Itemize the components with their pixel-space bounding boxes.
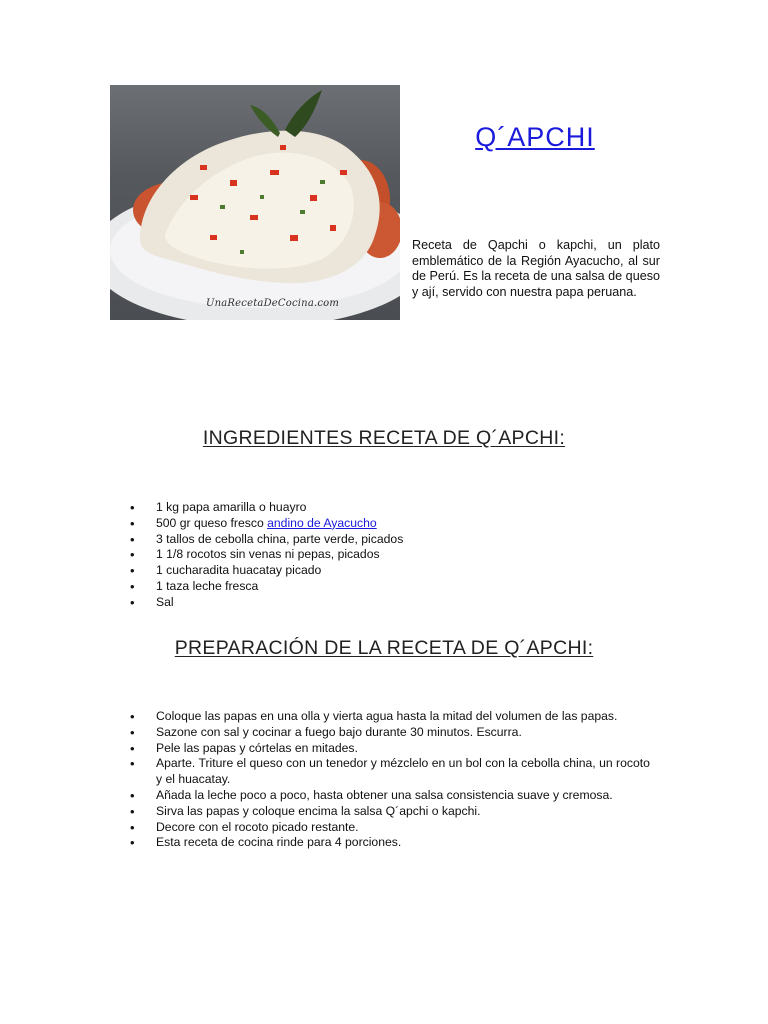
list-item: • Coloque las papas en una olla y vierta agua hasta la mitad del volumen de las papas.	[130, 709, 650, 725]
ayacucho-link[interactable]: andino de Ayacucho	[267, 515, 377, 530]
preparation-heading: PREPARACIÓN DE LA RECETA DE Q´APCHI:	[174, 637, 594, 659]
ingredients-list	[130, 500, 630, 611]
photo-watermark: UnaRecetaDeCocina.com	[206, 298, 340, 309]
list-item: • Esta receta de cocina rinde para 4 porciones.	[130, 835, 650, 851]
list-item: • 1 taza leche fresca	[130, 579, 630, 595]
list-item: • 500 gr queso fresco andino de Ayacucho	[130, 516, 630, 532]
list-item: • Añada la leche poco a poco, hasta obtener una salsa consistencia suave y cremosa.	[130, 788, 650, 804]
list-item: • 3 tallos de cebolla china, parte verde, picados	[130, 532, 630, 548]
list-item: • Pele las papas y córtelas en mitades.	[130, 741, 650, 757]
list-item: • Decore con el rocoto picado restante.	[130, 820, 650, 836]
list-item: • 1 1/8 rocotos sin venas ni pepas, picados	[130, 547, 630, 563]
dish-photo	[110, 85, 400, 320]
list-item: • Aparte. Triture el queso con un tenedor y mézclelo en un bol con la cebolla china, un rocoto y el huacatay.	[130, 756, 650, 788]
preparation-list	[130, 709, 650, 851]
list-item: • Sazone con sal y cocinar a fuego bajo durante 30 minutos. Escurra.	[130, 725, 650, 741]
ingredients-heading: INGREDIENTES RECETA DE Q´APCHI:	[202, 427, 566, 449]
page-title[interactable]: Q´APCHI	[475, 122, 595, 152]
list-item: • Sirva las papas y coloque encima la salsa Q´apchi o kapchi.	[130, 804, 650, 820]
intro-paragraph: Receta de Qapchi o kapchi, un plato emblemático de la Región Ayacucho, al sur de Perú. Es la receta de una salsa de queso y ají, servido con nuestra papa peruana.	[412, 238, 660, 299]
dish-illustration	[110, 85, 400, 320]
list-item: • 1 kg papa amarilla o huayro	[130, 500, 630, 516]
list-item: • Sal	[130, 595, 630, 611]
list-item: • 1 cucharadita huacatay picado	[130, 563, 630, 579]
